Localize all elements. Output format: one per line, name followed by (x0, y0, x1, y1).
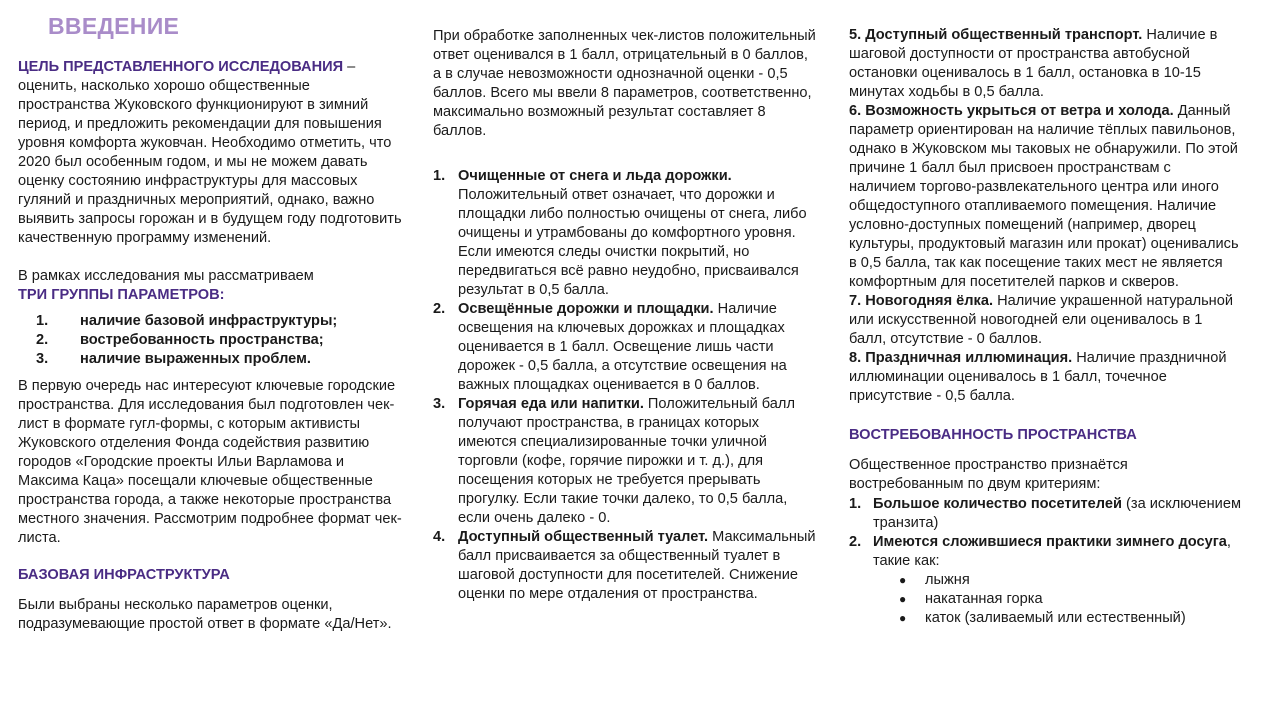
parameter-item: 8. Праздничная иллюминация. Наличие праздничной иллюминации оценивалось в 1 балл, точечное присутствие - 0,5 балла. (849, 350, 1227, 404)
parameter-item: 5. Доступный общественный транспорт. Наличие в шаговой доступности от пространства автобусной остановки оценивалось в 1 балл, остановка в 10-15 минутах ходьбы в 0,5 балла. (849, 27, 1218, 100)
bullet-icon: ● (899, 592, 907, 606)
column-right (849, 0, 1241, 628)
groups-intro: В рамках исследования мы рассматриваем (18, 268, 314, 284)
goal-paragraph (18, 58, 403, 248)
goal-label: ЦЕЛЬ ПРЕДСТАВЛЕННОГО ИССЛЕДОВАНИЯ (18, 59, 344, 75)
goal-text: – оценить, насколько хорошо общественные пространства Жуковского функционируют в зимний период, и предложить рекомендации для повышения уровня комфорта жуковчан. Необходимо отметить, что 2020 был особенным годом, и мы не можем давать оценку состоянию инфраструктуры для массовых гуляний и праздничных мероприятий, однако, важно выявить запросы горожан и в будущем году подготовить качественную программу изменений. (18, 59, 402, 246)
criteria-item: 1. Большое количество посетителей (за исключением транзита) (849, 496, 1241, 531)
parameter-item: 1. Очищенные от снега и льда дорожки. Положительный ответ означает, что дорожки и площадки либо полностью очищены от снега, либо очищены и утрамбованы до комфортного уровня. Если имеются следы очистки покрытий, но передвигаться всё равно неудобно, присваивался результат в 0,5 балла. (433, 168, 807, 298)
parameter-item: 2. Освещённые дорожки и площадки. Наличие освещения на ключевых дорожках и площадках оценивается в 1 балл. Освещение лишь части дорожек - 0,5 балла, а отсутствие освещения на важных площадках оценивается в 0 баллов. (433, 301, 787, 393)
parameter-item: 6. Возможность укрыться от ветра и холода. Данный параметр ориентирован на наличие тёплых павильонов, однако в Жуковском мы таковых не обнаружили. По этой причине 1 балл был присвоен пространствам с наличием торгово-развлекательного центра или иного общедоступного отапливаемого помещения. Наличие условно-доступных помещений (например, дворец культуры, продуктовый магазин или прокат) оценивались в 0,5 балла, так как посещение таких мест не является комфортным для посетителей парков и скверов. (849, 103, 1239, 290)
groups-list (18, 312, 403, 369)
page-title: ВВЕДЕНИЕ (48, 13, 180, 39)
groups-list-item: 2. востребованность пространства; (36, 332, 324, 348)
demand-criteria-list (849, 495, 1241, 571)
parameters-list-continued (849, 26, 1241, 406)
column-left (18, 0, 403, 634)
bullet-icon: ● (899, 573, 907, 587)
scoring-intro: При обработке заполненных чек-листов положительный ответ оценивался в 1 балл, отрицательный в 0 баллов, а в случае невозможности однозначной оценки - 0,5 баллов. Всего мы ввели 8 параметров, соответственно, максимально возможный результат составляет 8 баллов. (433, 28, 816, 139)
base-infra-heading: БАЗОВАЯ ИНФРАСТРУКТУРА (18, 567, 230, 583)
base-infra-paragraph: Были выбраны несколько параметров оценки, подразумевающие простой ответ в формате «Да/Нет». (18, 597, 392, 632)
demand-intro: Общественное пространство признаётся востребованным по двум критериям: (849, 457, 1128, 492)
column-middle (433, 0, 818, 604)
parameter-item: 7. Новогодняя ёлка. Наличие украшенной натуральной или искусственной новогодней ели оценивалось в 1 балл, отсутствие - 0 баллов. (849, 293, 1234, 347)
parameters-list (433, 167, 818, 604)
bullet-item: ● накатанная горка (849, 590, 1241, 609)
bullet-item: ● лыжня (849, 571, 1241, 590)
criteria-item: 2. Имеются сложившиеся практики зимнего досуга, такие как: (849, 534, 1231, 569)
checklist-paragraph: В первую очередь нас интересуют ключевые городские пространства. Для исследования был подготовлен чек-лист в формате гугл-формы, с которым активисты Жуковского отделения Фонда содействия развитию городов «Городские проекты Ильи Варламова и Максима Каца» посещали ключевые общественные пространства города, а также некоторые пространства местного значения. Рассмотрим подробнее формат чек-листа. (18, 378, 402, 546)
groups-label: ТРИ ГРУППЫ ПАРАМЕТРОВ: (18, 287, 225, 303)
parameter-item: 3. Горячая еда или напитки. Положительный балл получают пространства, в границах которых имеются специализированные точки уличной торговли (кофе, горячие пирожки и т. д.), для посещения которых не требуется прерывать прогулку. Если такие точки далеко, то 0,5 балла, если очень далеко - 0. (433, 396, 795, 526)
groups-list-item: 1. наличие базовой инфраструктуры; (36, 313, 338, 329)
demand-heading: ВОСТРЕБОВАННОСТЬ ПРОСТРАНСТВА (849, 427, 1137, 443)
leisure-practices-list (849, 571, 1241, 628)
bullet-item: ● каток (заливаемый или естественный) (849, 609, 1241, 628)
bullet-icon: ● (899, 611, 907, 625)
parameter-item: 4. Доступный общественный туалет. Максимальный балл присваивается за общественный туалет в шаговой доступности для посетителей. Снижение оценки по мере отдаления от пространства. (433, 529, 816, 602)
groups-list-item: 3. наличие выраженных проблем. (36, 351, 311, 367)
